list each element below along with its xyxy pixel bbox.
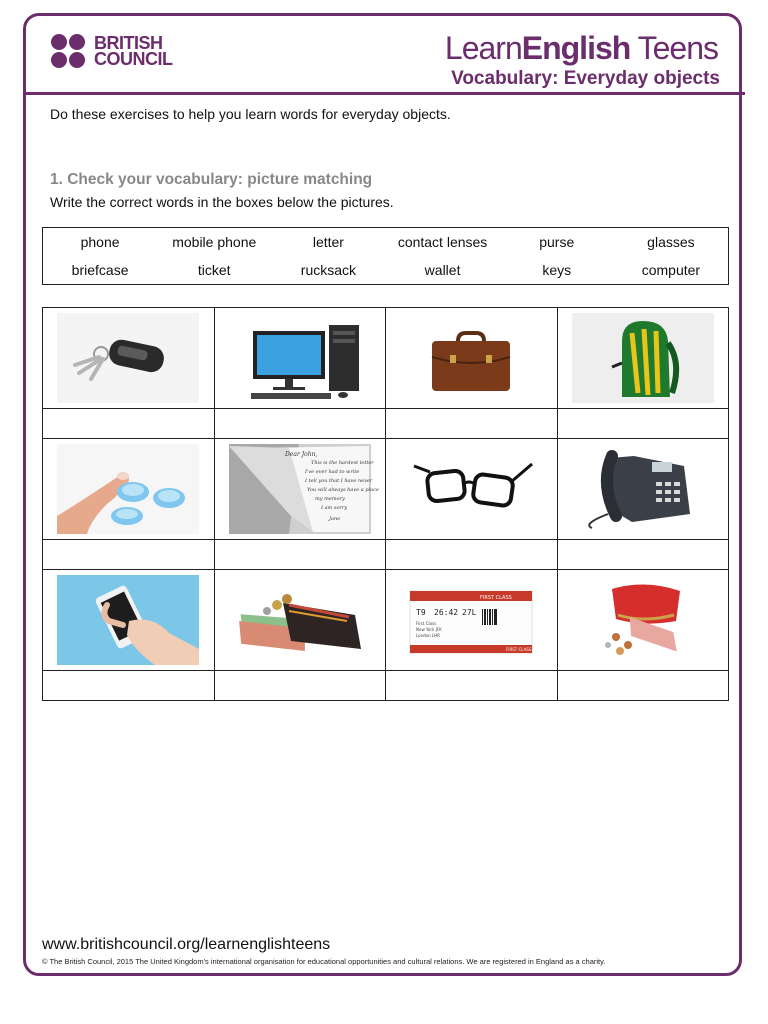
ticket-seat: T9 [416, 608, 426, 617]
letter-line: Jane [328, 516, 340, 522]
word-item: contact lenses [397, 234, 488, 250]
answer-box[interactable] [557, 409, 729, 439]
glasses-picture [400, 444, 542, 534]
briefcase-picture [400, 313, 542, 403]
exercise-instruction: Write the correct words in the boxes below the pictures. [50, 194, 394, 210]
picture-cell [43, 439, 215, 540]
ticket-footer: FIRST CLASS [506, 647, 532, 652]
logo-dots-icon [51, 34, 89, 68]
ticket-header: FIRST CLASS [480, 595, 513, 601]
mobile-phone-picture [57, 575, 199, 665]
word-item: glasses [647, 234, 695, 250]
ticket-time: 26:42 [434, 608, 459, 617]
answer-box[interactable] [557, 540, 729, 570]
rucksack-picture [572, 313, 714, 403]
word-item: ticket [197, 262, 231, 278]
ticket-row2: New York JFK [416, 627, 442, 632]
letter-line: I tell you that I have never [304, 478, 373, 484]
ticket-row1: First Class [416, 621, 437, 626]
footer-url[interactable]: www.britishcouncil.org/learnenglishteens [42, 936, 331, 953]
answer-box[interactable] [214, 409, 386, 439]
picture-matching-table [42, 307, 729, 701]
logo-line1: BRITISH [94, 33, 163, 53]
answer-box[interactable] [214, 540, 386, 570]
computer-picture [229, 313, 371, 403]
word-item: briefcase [71, 262, 129, 278]
answer-box[interactable] [43, 540, 215, 570]
picture-cell [214, 308, 386, 409]
exercise-title: 1. Check your vocabulary: picture matching [50, 171, 373, 188]
answer-box[interactable] [214, 671, 386, 701]
word-item: phone [80, 234, 120, 250]
ticket-number: 27L [462, 608, 477, 617]
answer-box[interactable] [557, 671, 729, 701]
picture-cell [557, 439, 729, 540]
page-title: Vocabulary: Everyday objects [451, 68, 720, 89]
answer-box[interactable] [386, 671, 558, 701]
brand-teens: Teens [630, 30, 718, 66]
word-item: computer [641, 262, 701, 278]
picture-cell [557, 570, 729, 671]
brand-english: English [521, 30, 631, 66]
letter-picture [229, 444, 379, 534]
word-item: wallet [424, 262, 461, 278]
contact-lenses-picture [57, 444, 199, 534]
letter-line: Dear John, [284, 451, 318, 458]
answer-box[interactable] [386, 409, 558, 439]
picture-cell [43, 308, 215, 409]
word-item: keys [542, 262, 572, 278]
letter-line: I am sorry [320, 505, 347, 511]
picture-cell [386, 308, 558, 409]
footer-copyright: © The British Council, 2015 The United Kingdom's international organisation for educational opportunities and cultural relations. We are registered in England as a charity. [42, 957, 606, 966]
picture-cell [386, 570, 558, 671]
purse-picture [572, 575, 714, 665]
letter-line: This is the hardest letter [310, 460, 374, 466]
wallet-picture [229, 575, 371, 665]
ticket-picture [400, 575, 542, 665]
letter-line: I've ever had to write [304, 469, 360, 475]
ticket-row3: London LHR [416, 633, 441, 638]
header-divider [23, 92, 745, 95]
letter-line: You will always have a place [306, 487, 379, 493]
logo-line2: COUNCIL [94, 49, 173, 69]
brand-learn: Learn [444, 30, 522, 66]
word-item: letter [312, 234, 344, 250]
intro-text: Do these exercises to help you learn words for everyday objects. [50, 106, 451, 122]
picture-cell [43, 570, 215, 671]
letter-line: my memory [314, 496, 345, 502]
answer-box[interactable] [386, 540, 558, 570]
keys-picture [57, 313, 199, 403]
answer-box[interactable] [43, 671, 215, 701]
picture-cell [557, 308, 729, 409]
word-item: mobile phone [172, 234, 257, 250]
answer-box[interactable] [43, 409, 215, 439]
picture-cell [214, 439, 386, 540]
word-bank [42, 227, 729, 285]
picture-cell [386, 439, 558, 540]
logo-text [94, 35, 173, 67]
word-item: rucksack [300, 262, 357, 278]
british-council-logo [51, 34, 173, 68]
picture-cell [214, 570, 386, 671]
word-item: purse [539, 234, 575, 250]
phone-picture [572, 444, 714, 534]
learnenglish-teens-logo [445, 30, 718, 67]
